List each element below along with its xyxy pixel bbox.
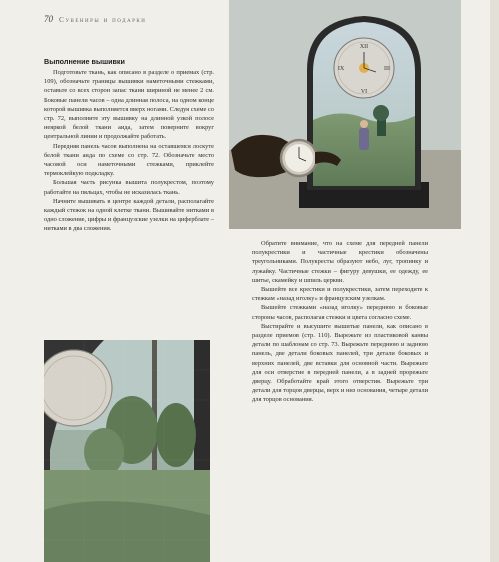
embroidered-clock-closeup-photo: [44, 340, 210, 562]
closeup-illustration: [44, 340, 210, 562]
clock-and-watch-illustration: [229, 0, 461, 229]
left-paragraph-1: Подготовьте ткань, как описано в разделе о приемах (стр. 109), обозначьте границы вышивки наметочными стежками, оставьте со всех сторон запас ткани шириной не менее 2 см. Боковые панели часов – одна длинная полоса, на одном конце которой вышивка выполняется вверх ногами. Следуя схеме со стр. 72, выполните эту вышивку на длинной узкой полосе неяркой белой ткани аида, затем поверните вокруг центральной линии и продолжайте работать.: [44, 69, 214, 141]
right-text-column: [252, 239, 428, 405]
left-paragraph-3: Большая часть рисунка вышита полукрестом, поэтому работайте на пяльцах, чтобы не исказилась ткань.: [44, 179, 214, 196]
left-paragraph-2: Передняя панель часов выполнена на оставшемся лоскуте белой ткани аида по схеме со стр. 72. Обозначьте место часовой оси наметочными стежками, приклейте термоклейкую подкладку.: [44, 142, 214, 178]
numeral-iii: III: [384, 66, 390, 72]
right-paragraph-1: Обратите внимание, что на схеме для передней панели полукрестики и частичные крестики обозначены треугольниками. Полукресты образуют небо, луг, тропинку и лужайку. Частичные стежки – фигуру девушки, ее одежду, ее шитье, скамейку и шпиль церкви.: [252, 240, 428, 284]
clock-and-watch-photo: [229, 0, 461, 229]
numeral-vi: VI: [360, 89, 368, 95]
section-title: Сувениры и подарки: [59, 14, 147, 24]
page-edge: [490, 0, 499, 562]
numeral-xii: XII: [359, 44, 369, 50]
page-header: [44, 13, 146, 25]
page-number: 70: [44, 14, 53, 24]
numeral-ix: IX: [337, 66, 345, 72]
left-text-column: [44, 57, 214, 234]
section-heading: Выполнение вышивки: [44, 57, 125, 66]
left-paragraph-4: Начните вышивать в центре каждой детали, располагайте каждый стежок на одной клетке ткани. Вышивайте нитками в одно сложение, цифры и французские узелки на циферблате – нитками в два сложения.: [44, 197, 214, 233]
right-paragraph-4: Выстирайте и высушите вышитые панели, как описано в разделе приемов (стр. 110). Вырежьте из пластиковой канвы детали по шаблонам со стр. 73. Вырежьте переднюю и заднюю панель, две детали боковых панелей, три детали боковых и верхних панелей, две вставки для основной части. Вырежьте для оси отверстие в передней панели, а в задней прорежьте дверцу. Обработайте край этого отверстия. Вырежьте три детали для торцов дверцы, верх и низ основания, четыре детали для торцов основания.: [252, 322, 428, 404]
right-paragraph-3: Вышейте стежками «назад иголку» переднюю и боковые стороны часов, располагая стежки и цвета согласно схеме.: [252, 304, 428, 321]
right-paragraph-2: Вышейте все крестики и полукрестики, затем переходите к стежкам «назад иголку» и французским узелкам.: [252, 286, 428, 303]
